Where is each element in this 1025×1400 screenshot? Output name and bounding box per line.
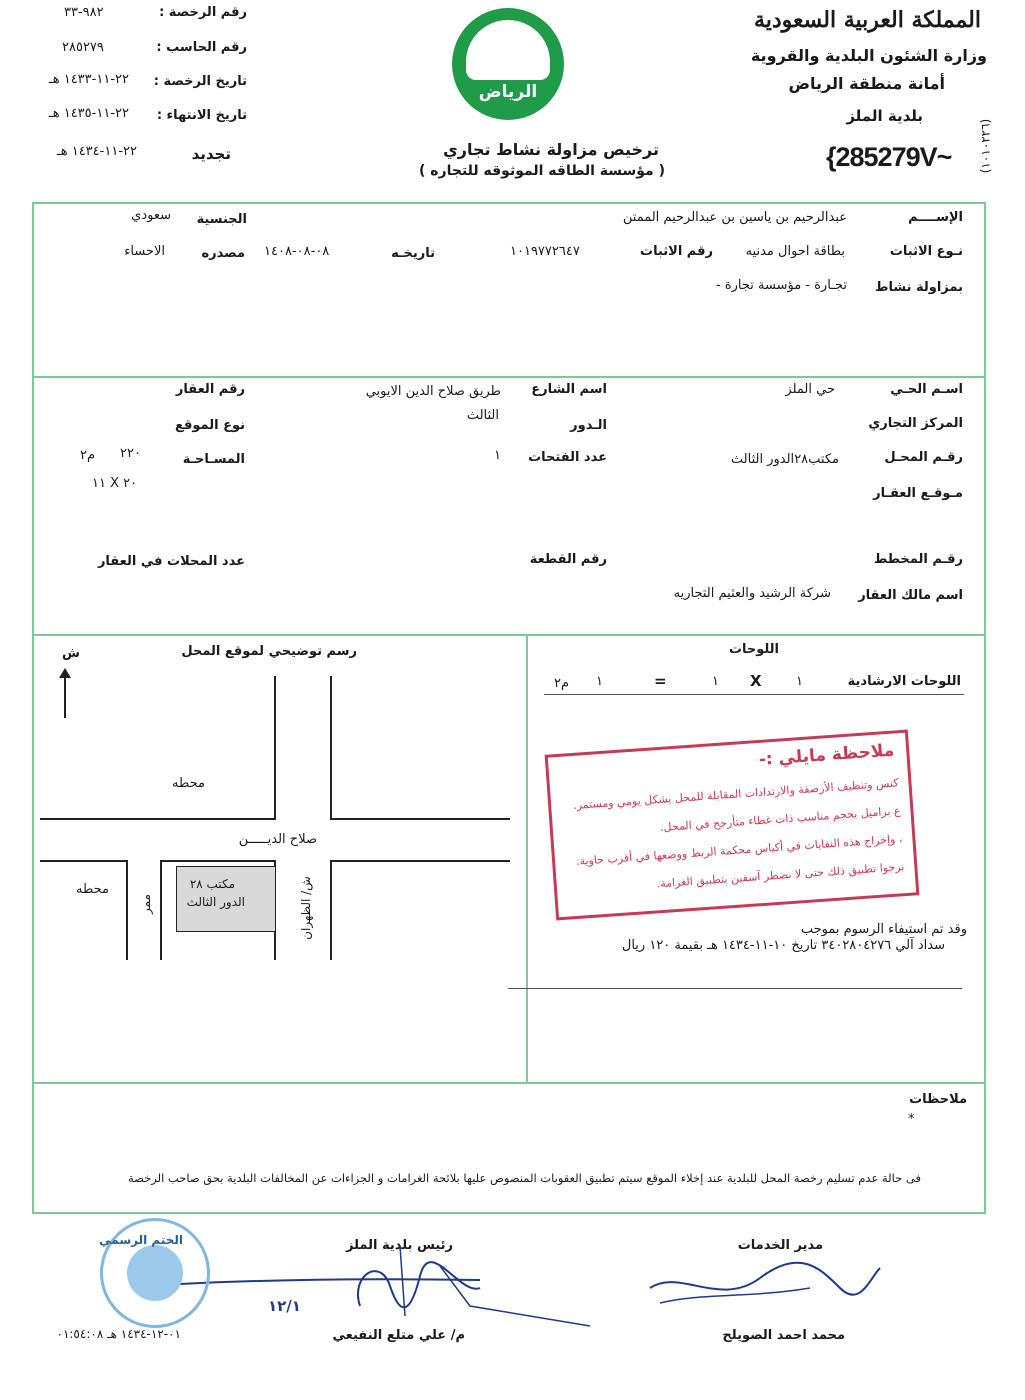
riyadh-logo (452, 8, 564, 120)
renewal-label: تجديد (191, 145, 231, 163)
passage-left-edge (126, 860, 128, 960)
area-label: المسـاحـة (182, 452, 245, 467)
signs-width: ١ (712, 674, 719, 689)
owner-name: عبدالرحيم بن ياسين بن عبدالرحيم الممتن (622, 210, 847, 225)
signs-label: اللوحات الارشادية (847, 674, 961, 689)
municipality-head-name: م/ علي متلع النفيعي (332, 1328, 465, 1343)
country-name: المملكة العربية السعودية (753, 7, 981, 33)
stamp-line-3: ، وإخراج هذه النفايات في أكياس محكمة الربط ووضعها في أقرب حاوية. (575, 832, 903, 868)
activity-label: بمزاولة نشاط (874, 280, 963, 295)
secretariat-name: أمانة منطقة الرياض (788, 74, 945, 93)
district: حي الملز (785, 382, 835, 397)
road-side-label: ش/ الظهران (298, 876, 313, 940)
plan-no-label: رقـم المخطط (873, 552, 963, 567)
openings-label: عدد الفتحات (528, 450, 607, 465)
side-code: (١٠١٠٢٢٦) (978, 118, 993, 174)
stamp-line-1: كنس وتنظيف الأرصفة والارتدادات المقابلة للمحل بشكل يومي ومستمر. (572, 776, 899, 813)
signs-title: اللوحات (728, 642, 779, 657)
area-unit: م٢ (80, 448, 96, 463)
frame-top (32, 202, 986, 204)
road-bottom-mid-edge (160, 860, 276, 862)
fees-line-2: سداد آلي ٣٤٠٢٨٠٤٢٧٦ تاريخ ١٠-١١-١٤٣٤ هـ بقيمة ١٢٠ ريال (621, 938, 945, 953)
license-date: ٢٢-١١-١٤٣٣ هـ (48, 72, 129, 87)
property-owner: شركة الرشيد والعثيم التجاريه (673, 586, 831, 601)
document-code: {285279V~ (826, 142, 952, 172)
north-arrow-head (59, 668, 71, 678)
property-owner-label: اسم مالك العقار (858, 588, 963, 603)
services-manager-name: محمد احمد الصويلح (722, 1328, 845, 1343)
road-top-left-edge (40, 818, 276, 820)
divider-3 (32, 1082, 986, 1084)
license-date-label: تاريخ الرخصة : (153, 74, 247, 89)
plot-no-label: رقم القطعة (529, 552, 607, 567)
floor-label: الـدور (570, 418, 607, 433)
id-source: الاحساء (124, 244, 165, 259)
floor: الثالث (466, 408, 499, 423)
stamp-line-2: ع براميل بحجم مناسب ذات غطاء متأرجح في المحل. (659, 804, 901, 835)
print-timestamp: ٠١-١٢-١٤٣٤ هـ ٠١:٥٤:٠٨ (56, 1327, 181, 1341)
notes-bullet: * (908, 1112, 915, 1127)
handwritten-number: ١٢/١ (268, 1297, 301, 1315)
license-subtitle: ( مؤسسة الطاقه الموثوقه للتجاره ) (419, 163, 665, 179)
activity: تجـارة - مؤسسة تجارة - (716, 278, 847, 293)
shops-count-label: عدد المحلات في العقار (97, 554, 245, 569)
road-bottom-left-edge (40, 860, 128, 862)
road-main-label: صلاح الديـــــن (238, 832, 317, 847)
road-bottom-right-edge (330, 860, 510, 862)
office-line-2: الدور الثالث (186, 895, 245, 909)
computer-no-label: رقم الحاسب : (156, 40, 247, 55)
district-label: اسـم الحـي (890, 382, 963, 397)
street-label: اسم الشارع (531, 382, 607, 397)
license-title: ترخيص مزاولة نشاط تجاري (443, 140, 659, 159)
divider-1 (32, 376, 986, 378)
road-upper-right-edge (330, 676, 332, 818)
road-lower-right-edge (330, 860, 332, 960)
id-type-label: نـوع الاثبات (889, 244, 963, 259)
expiry-date-label: تاريخ الانتهاء : (156, 108, 247, 123)
signs-area: ١ (596, 674, 603, 689)
road-passage-label: ممر (139, 894, 153, 914)
road-upper-left-edge (274, 676, 276, 818)
id-source-label: مصدره (201, 246, 245, 261)
id-date-label: تاريخـه (391, 246, 435, 261)
license-no: ٩٨٢-٣٣ (64, 5, 104, 20)
expiry-date: ٢٢-١١-١٤٣٥ هـ (48, 106, 129, 121)
site-type-label: نوع الموقع (174, 418, 245, 433)
stamp-title: ملاحظة مايلي :- (758, 740, 895, 770)
frame-left (32, 202, 34, 1212)
commercial-center-label: المركز التجاري (868, 416, 963, 431)
station-left: محطه (76, 882, 109, 897)
openings: ١ (494, 448, 501, 463)
logo-text: الرياض (478, 82, 538, 102)
signs-unit: م٢ (554, 676, 570, 691)
property-no-label: رقم العقار (175, 382, 245, 397)
divider-2 (32, 634, 986, 636)
office-line-1: مكتب ٢٨ (189, 877, 235, 891)
frame-right (984, 202, 986, 1212)
services-signature (640, 1248, 890, 1318)
signs-equals: = (654, 672, 667, 690)
id-date: ٠٨-٠٨-١٤٠٨ (264, 244, 330, 259)
id-type: بطاقة احوال مدنيه (745, 244, 845, 259)
notes-label: ملاحظات (909, 1092, 967, 1107)
signs-x: X (750, 672, 762, 690)
frame-bottom (32, 1212, 986, 1214)
name-label: الإســــم (908, 210, 963, 225)
official-seal-label: الختم الرسمي (99, 1233, 183, 1247)
sketch-title: رسم توضيحي لموقع المحل (181, 644, 357, 659)
id-no-label: رقم الاثبات (640, 244, 713, 259)
shop-no-label: رقـم المحـل (884, 450, 963, 465)
ministry-name: وزارة الشئون البلدية والقروية (750, 46, 987, 65)
area: ٢٢٠ (120, 446, 141, 461)
municipality-name: بلدية الملز (846, 107, 923, 125)
area-dimensions: ١١ X ٢٠ (92, 476, 138, 491)
red-notice-stamp (545, 730, 920, 921)
shop-no: مكتب٢٨الدور الثالث (730, 452, 839, 467)
renewal-date: ٢٢-١١-١٤٣٤ هـ (56, 144, 137, 159)
north-label: ش (62, 646, 80, 661)
nationality: سعودي (131, 208, 171, 223)
computer-no: ٢٨٥٢٧٩ (62, 40, 104, 55)
road-top-right-edge (330, 818, 510, 820)
notes-warning: فى حالة عدم تسليم رخصة المحل للبلدية عند إخلاء الموقع سيتم تطبيق العقوبات المنصوص عليها بلائحة الغرامات و الجزاءات عن المخالفات البلدية بحق صاحب الرخصة (127, 1171, 921, 1185)
property-location-label: مـوقـع العقـار (873, 486, 963, 501)
nationality-label: الجنسية (196, 212, 247, 227)
passage-right-edge (160, 860, 162, 960)
fees-underline (508, 988, 962, 989)
north-arrow-shaft (64, 676, 66, 718)
signs-underline (544, 694, 964, 695)
services-manager-title: مدير الخدمات (737, 1238, 823, 1253)
license-no-label: رقم الرخصة : (159, 5, 247, 20)
head-signature (180, 1236, 600, 1336)
stamp-line-4: نرجوا تطبيق ذلك حتى لا نضطر آسفين بتطبيق الغرامة. (656, 860, 905, 891)
signs-count: ١ (796, 674, 803, 689)
station-top: محطه (172, 776, 205, 791)
id-no: ١٠١٩٧٧٢٦٤٧ (510, 244, 580, 259)
sketch-divider (526, 634, 528, 1082)
municipality-head-title: رئيس بلدية الملز (345, 1238, 453, 1253)
fees-line-1: وقد تم استيفاء الرسوم بموجب (800, 922, 967, 937)
street: طريق صلاح الدين الايوبي (365, 384, 501, 399)
